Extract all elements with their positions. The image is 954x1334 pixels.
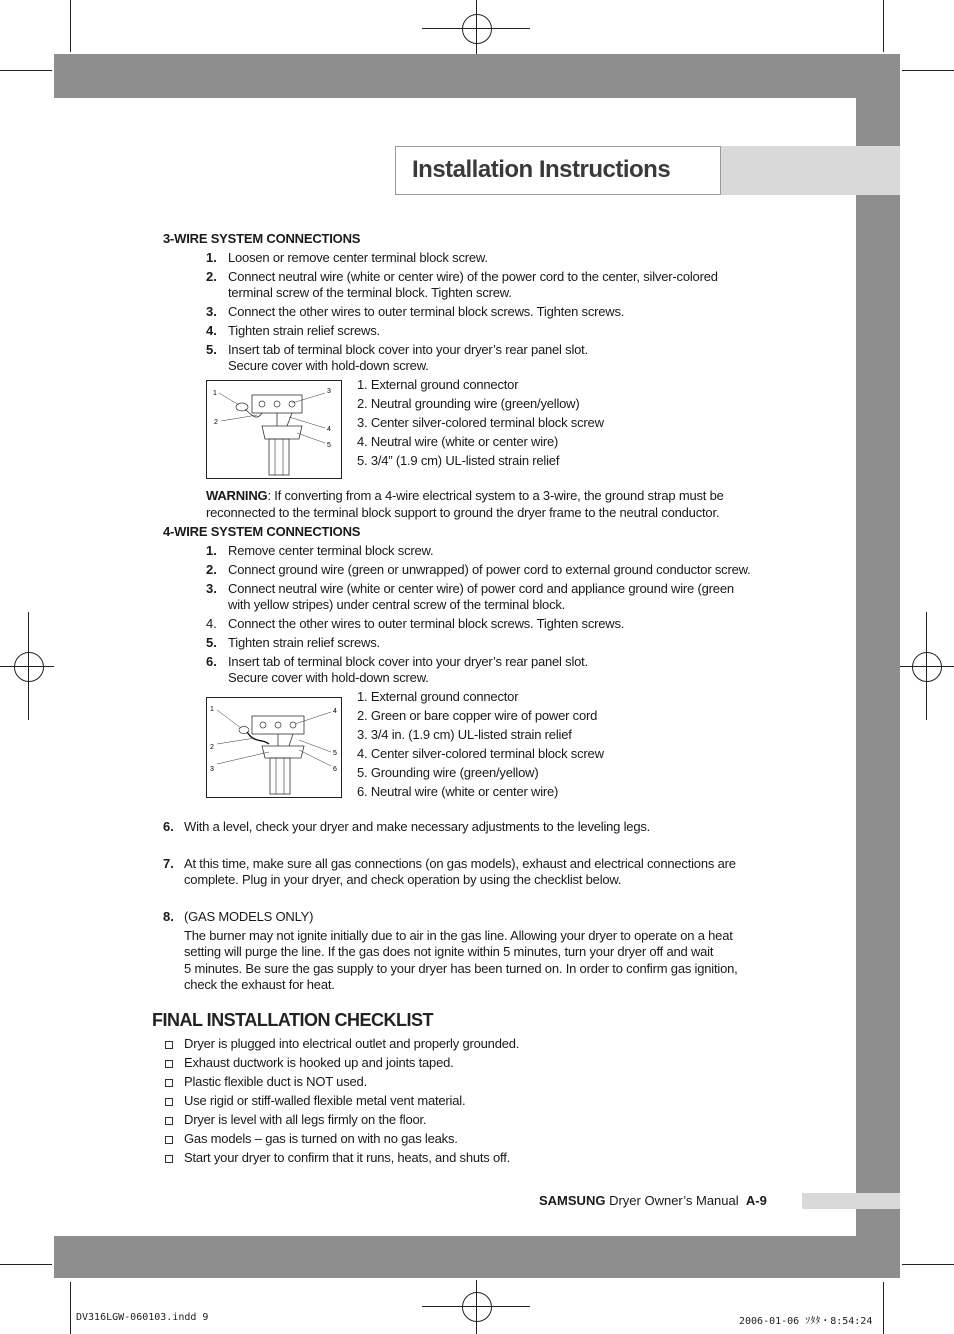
crop-mark [900, 666, 954, 667]
checklist-item: Use rigid or stiff-walled flexible metal vent material. [184, 1093, 466, 1108]
checkbox[interactable] [165, 1136, 173, 1144]
legend-item: 2. Green or bare copper wire of power cord [357, 708, 598, 723]
diagram-label: 4 [333, 708, 337, 715]
diagram-label: 2 [210, 744, 214, 751]
warning-text [206, 488, 724, 504]
checklist-item: Dryer is level with all legs firmly on the floor. [184, 1112, 427, 1127]
checkbox[interactable] [165, 1079, 173, 1087]
diagram-label: 3 [210, 766, 214, 773]
legend-item: 4. Neutral wire (white or center wire) [357, 434, 559, 449]
three-wire-heading: 3-WIRE SYSTEM CONNECTIONS [163, 231, 361, 246]
diagram-label: 4 [327, 426, 331, 433]
step-text: Secure cover with hold-down screw. [228, 358, 429, 373]
crop-mark [422, 1306, 530, 1307]
step-number: 3. [206, 581, 217, 596]
terminal-block-diagram-3-wire [206, 380, 342, 479]
legend-item: 3. Center silver-colored terminal block screw [357, 415, 604, 430]
step-number: 4. [206, 616, 217, 631]
registration-mark [462, 14, 492, 44]
warning-line: : If converting from a 4-wire electrical system to a 3-wire, the ground strap must be [267, 488, 724, 503]
checkbox[interactable] [165, 1098, 173, 1106]
terminal-block-diagram-4-wire [206, 697, 342, 798]
step-number: 5. [206, 342, 217, 357]
diagram-label: 1 [213, 390, 217, 397]
bottom-band [54, 1236, 900, 1278]
checklist-item: Plastic flexible duct is NOT used. [184, 1074, 367, 1089]
crop-mark [0, 666, 54, 667]
diagram-label: 5 [333, 750, 337, 757]
step-text: Insert tab of terminal block cover into your dryer’s rear panel slot. [228, 342, 589, 357]
diagram-label: 1 [210, 706, 214, 713]
wiring-illustration [207, 381, 341, 478]
crop-mark [883, 1282, 884, 1334]
checkbox[interactable] [165, 1117, 173, 1125]
crop-mark [0, 1264, 52, 1265]
step-text: (GAS MODELS ONLY) [184, 909, 314, 924]
step-text: Tighten strain relief screws. [228, 635, 380, 650]
footer-accent [802, 1193, 900, 1209]
top-band [54, 54, 900, 98]
checkbox[interactable] [165, 1155, 173, 1163]
footer [539, 1193, 767, 1209]
diagram-label: 3 [327, 388, 331, 395]
title-accent [721, 146, 900, 195]
step-number: 7. [163, 856, 174, 871]
crop-mark [70, 0, 71, 52]
diagram-label: 6 [333, 766, 337, 773]
step-text: Insert tab of terminal block cover into your dryer’s rear panel slot. [228, 654, 589, 669]
right-band [856, 54, 900, 1278]
crop-mark [902, 1264, 954, 1265]
title-box [395, 146, 721, 195]
step-text: 5 minutes. Be sure the gas supply to your dryer has been turned on. In order to confirm gas ignition, [184, 961, 738, 976]
step-text: Remove center terminal block screw. [228, 543, 434, 558]
checklist-item: Dryer is plugged into electrical outlet and properly grounded. [184, 1036, 520, 1051]
step-number: 3. [206, 304, 217, 319]
step-text: Loosen or remove center terminal block screw. [228, 250, 488, 265]
step-text: with yellow stripes) under central screw of the terminal block. [228, 597, 566, 612]
step-number: 1. [206, 543, 217, 558]
step-number: 6. [206, 654, 217, 669]
step-text: Connect neutral wire (white or center wire) of the power cord to the center, silver-colored [228, 269, 718, 284]
crop-mark [70, 1282, 71, 1334]
crop-mark [883, 0, 884, 52]
crop-mark [0, 70, 52, 71]
step-number: 1. [206, 250, 217, 265]
step-text: Connect ground wire (green or unwrapped) of power cord to external ground conductor screw. [228, 562, 751, 577]
crop-mark [422, 28, 530, 29]
crop-mark [476, 0, 477, 54]
registration-mark [912, 652, 942, 682]
checklist-item: Exhaust ductwork is hooked up and joints taped. [184, 1055, 454, 1070]
step-text: Tighten strain relief screws. [228, 323, 380, 338]
step-text: The burner may not ignite initially due to air in the gas line. Allowing your dryer to operate on a heat [184, 928, 733, 943]
legend-item: 1. External ground connector [357, 689, 519, 704]
step-text: check the exhaust for heat. [184, 977, 335, 992]
legend-item: 2. Neutral grounding wire (green/yellow) [357, 396, 580, 411]
step-text: setting will purge the line. If the gas does not ignite within 5 minutes, turn your dryer off and wait [184, 944, 714, 959]
manual-title: Dryer Owner’s Manual [609, 1193, 739, 1208]
legend-item: 5. Grounding wire (green/yellow) [357, 765, 539, 780]
warning-line: reconnected to the terminal block support to ground the dryer frame to the neutral conductor. [206, 505, 720, 520]
page-title: Installation Instructions [412, 156, 671, 183]
checklist-item: Gas models – gas is turned on with no gas leaks. [184, 1131, 458, 1146]
step-text: Secure cover with hold-down screw. [228, 670, 429, 685]
checkbox[interactable] [165, 1041, 173, 1049]
file-slug: DV316LGW-060103.indd 9 [76, 1312, 209, 1323]
step-number: 4. [206, 323, 217, 338]
step-text: complete. Plug in your dryer, and check operation by using the checklist below. [184, 872, 622, 887]
step-number: 5. [206, 635, 217, 650]
legend-item: 4. Center silver-colored terminal block screw [357, 746, 604, 761]
checklist-item: Start your dryer to confirm that it runs, heats, and shuts off. [184, 1150, 511, 1165]
step-text: With a level, check your dryer and make necessary adjustments to the leveling legs. [184, 819, 651, 834]
diagram-label: 5 [327, 442, 331, 449]
step-number: 8. [163, 909, 174, 924]
legend-item: 5. 3/4” (1.9 cm) UL-listed strain relief [357, 453, 560, 468]
registration-mark [462, 1292, 492, 1322]
step-number: 6. [163, 819, 174, 834]
step-text: At this time, make sure all gas connections (on gas models), exhaust and electrical connections are [184, 856, 736, 871]
step-number: 2. [206, 562, 217, 577]
checklist-heading: FINAL INSTALLATION CHECKLIST [152, 1010, 433, 1030]
four-wire-heading: 4-WIRE SYSTEM CONNECTIONS [163, 524, 361, 539]
warning-label: WARNING [206, 488, 268, 503]
step-text: terminal screw of the terminal block. Tighten screw. [228, 285, 512, 300]
step-number: 2. [206, 269, 217, 284]
checkbox[interactable] [165, 1060, 173, 1068]
step-text: Connect neutral wire (white or center wire) of power cord and appliance ground wire (green [228, 581, 734, 596]
crop-mark [902, 70, 954, 71]
legend-item: 1. External ground connector [357, 377, 519, 392]
brand-name: SAMSUNG [539, 1193, 606, 1208]
diagram-label: 2 [214, 419, 218, 426]
registration-mark [14, 652, 44, 682]
legend-item: 6. Neutral wire (white or center wire) [357, 784, 559, 799]
wiring-illustration [207, 698, 341, 797]
legend-item: 3. 3/4 in. (1.9 cm) UL-listed strain relief [357, 727, 572, 742]
date-slug: 2006-01-06 ｿﾀﾀ・8:54:24 [739, 1316, 873, 1327]
step-text: Connect the other wires to outer terminal block screws. Tighten screws. [228, 304, 625, 319]
crop-mark [476, 1280, 477, 1334]
step-text: Connect the other wires to outer terminal block screws. Tighten screws. [228, 616, 625, 631]
page-number: A-9 [745, 1193, 767, 1208]
